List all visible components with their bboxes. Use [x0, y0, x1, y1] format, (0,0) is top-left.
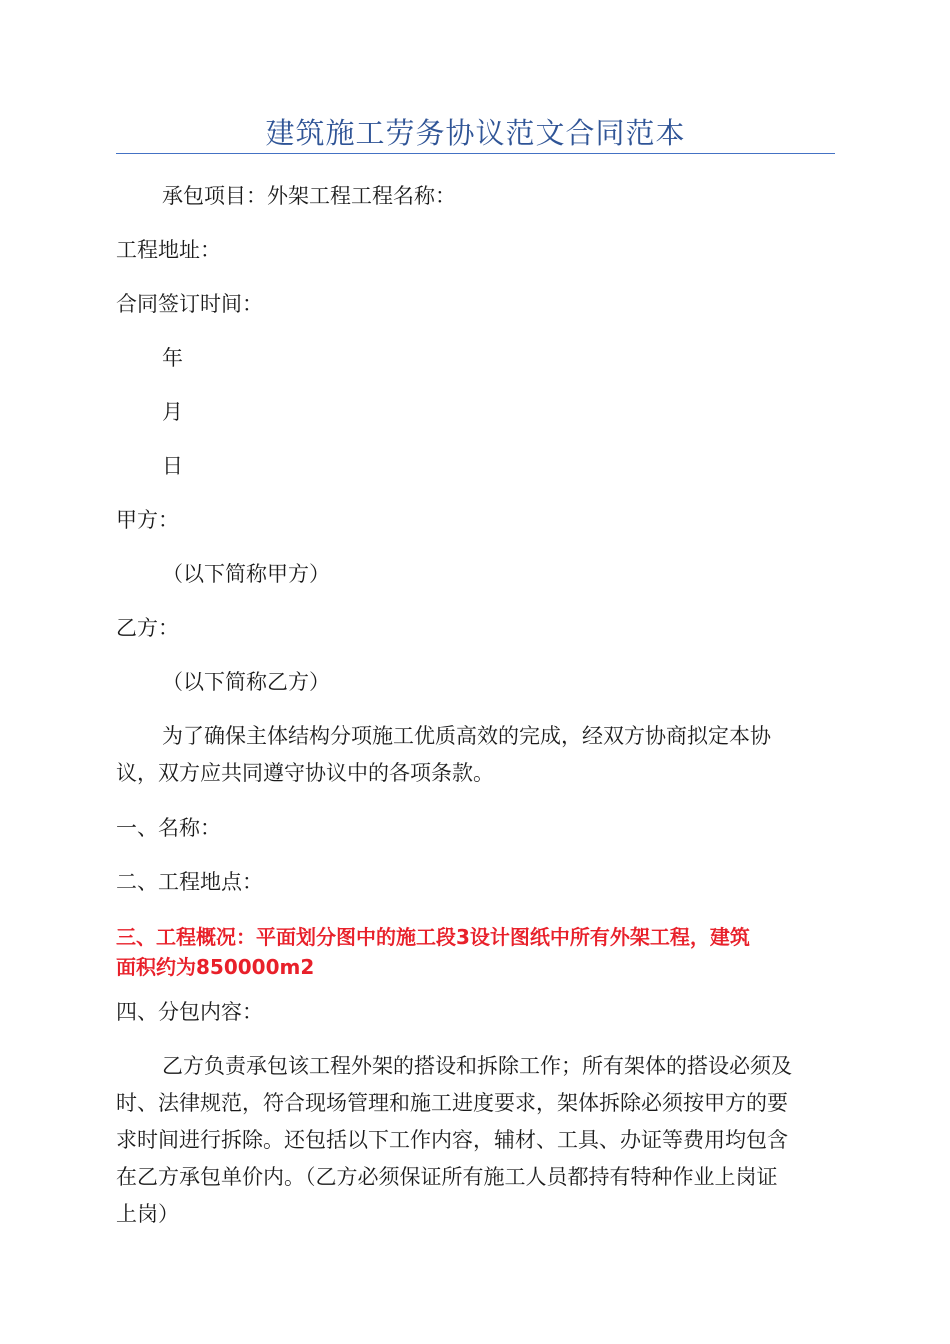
- section-4-heading: 四、分包内容：: [116, 1000, 263, 1024]
- year-label: 年: [162, 346, 183, 370]
- project-line: 承包项目：外架工程工程名称：: [162, 184, 456, 208]
- intro-line-1: 为了确保主体结构分项施工优质高效的完成，经双方协商拟定本协: [162, 724, 771, 748]
- intro-line-2: 议，双方应共同遵守协议中的各项条款。: [116, 761, 494, 785]
- month-label: 月: [162, 400, 183, 424]
- scope-line-1: 乙方负责承包该工程外架的搭设和拆除工作；所有架体的搭设必须及: [162, 1054, 792, 1078]
- day-label: 日: [162, 454, 183, 478]
- scope-line-5: 上岗）: [116, 1202, 179, 1226]
- address-line: 工程地址：: [116, 238, 221, 262]
- section-2-heading: 二、工程地点：: [116, 870, 263, 894]
- party-a-note: （以下简称甲方）: [162, 562, 330, 586]
- section-3-line-1: 三、工程概况：平面划分图中的施工段3设计图纸中所有外架工程，建筑: [116, 925, 750, 949]
- title-underline: [116, 153, 835, 154]
- scope-line-3: 求时间进行拆除。还包括以下工作内容，辅材、工具、办证等费用均包含: [116, 1128, 788, 1152]
- party-b-note: （以下简称乙方）: [162, 670, 330, 694]
- party-b-label: 乙方：: [116, 616, 179, 640]
- scope-line-2: 时、法律规范，符合现场管理和施工进度要求，架体拆除必须按甲方的要: [116, 1091, 788, 1115]
- scope-line-4: 在乙方承包单价内。（乙方必须保证所有施工人员都持有特种作业上岗证: [116, 1165, 778, 1189]
- section-1-heading: 一、名称：: [116, 816, 221, 840]
- section-3-line-2: 面积约为850000m2: [116, 955, 315, 979]
- sign-time-line: 合同签订时间：: [116, 292, 263, 316]
- party-a-label: 甲方：: [116, 508, 179, 532]
- document-title: 建筑施工劳务协议范文合同范本: [265, 116, 686, 150]
